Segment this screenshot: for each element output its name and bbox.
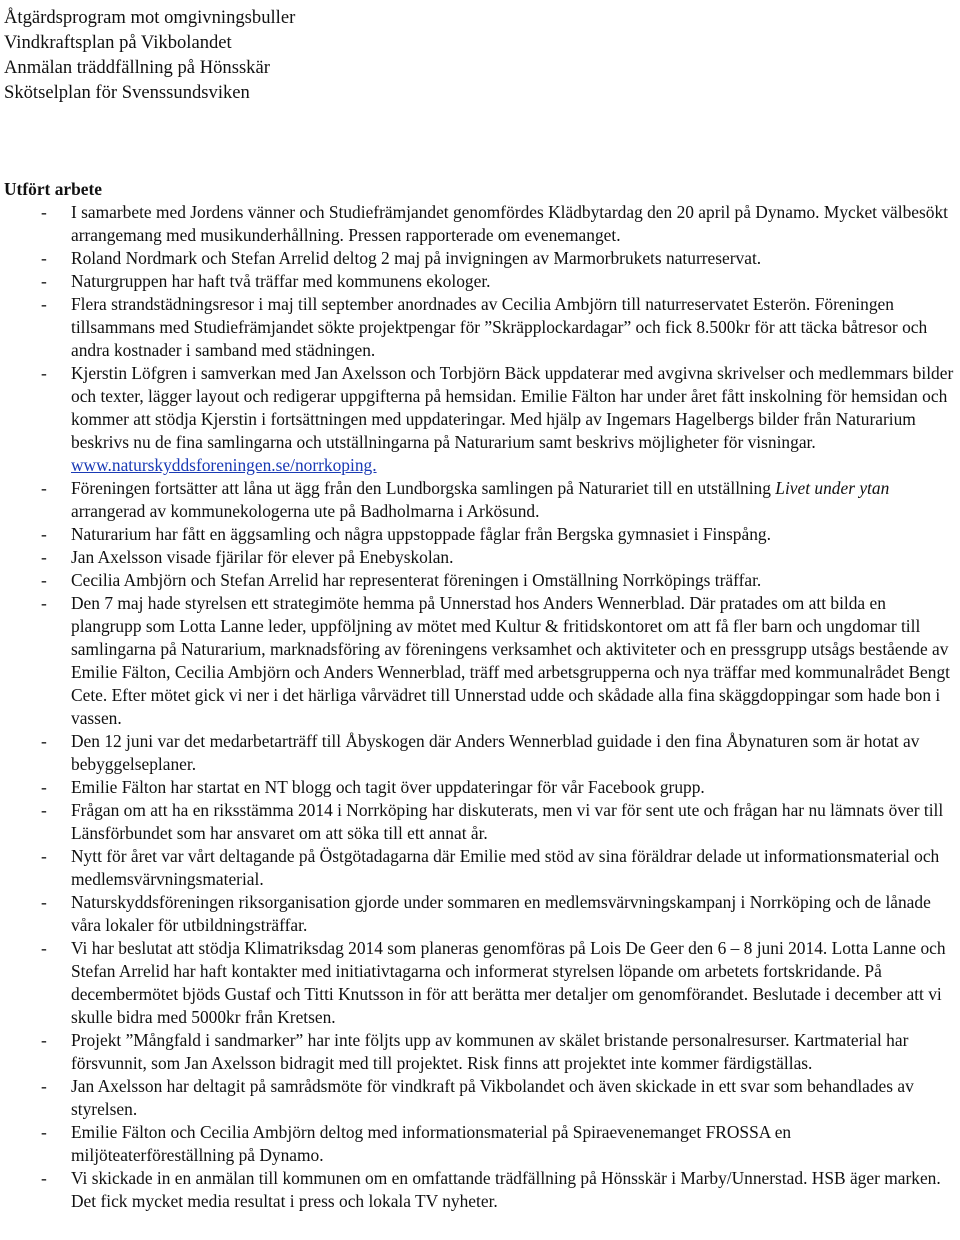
bullet-dash: - bbox=[41, 593, 47, 613]
bullet-dash: - bbox=[41, 777, 47, 797]
bullet-dash: - bbox=[41, 938, 47, 958]
bullet-dash: - bbox=[41, 570, 47, 590]
item-text: Föreningen fortsätter att låna ut ägg från den Lundborgska samlingen på Naturariet till en utställning bbox=[71, 478, 776, 498]
intro-list bbox=[4, 5, 954, 105]
list-item bbox=[4, 569, 954, 592]
list-item bbox=[4, 730, 954, 776]
list-item bbox=[4, 1121, 954, 1167]
item-text: Vi skickade in en anmälan till kommunen om en omfattande trädfällning på Hönsskär i Marby/Unnerstad. HSB äger marken. Det fick mycket media resultat i press och lokala TV nyheter. bbox=[71, 1168, 941, 1211]
list-item bbox=[4, 523, 954, 546]
bullet-dash: - bbox=[41, 547, 47, 567]
bullet-dash: - bbox=[41, 846, 47, 866]
work-items-list bbox=[4, 201, 954, 1213]
bullet-dash: - bbox=[41, 294, 47, 314]
item-text: Emilie Fälton och Cecilia Ambjörn deltog med informationsmaterial på Spiraevenemanget FROSSA en miljöteaterföreställning på Dynamo. bbox=[71, 1122, 792, 1165]
intro-line: Åtgärdsprogram mot omgivningsbuller bbox=[4, 7, 296, 28]
document-page bbox=[4, 5, 954, 1213]
list-item bbox=[4, 845, 954, 891]
item-text: Den 12 juni var det medarbetarträff till Åbyskogen där Anders Wennerblad guidade i den fina Åbynaturen som är hotat av bebyggelseplaner. bbox=[71, 731, 920, 774]
item-text: Vi har beslutat att stödja Klimatriksdag 2014 som planeras genomföras på Lois De Geer den 6 – 8 juni 2014. Lotta Lanne och Stefan Arrelid har haft kontakter med initiativtagarna och informerat styrelsen löpande om arbetets fortskridande. På decembermötet bjöds Gustaf och Titti Knutsson in för att berätta mer detaljer om genomförandet. Beslutade i december att vi skulle bidra med 5000kr från Kretsen. bbox=[71, 938, 946, 1027]
list-item bbox=[4, 362, 954, 477]
item-text: Cecilia Ambjörn och Stefan Arrelid har representerat föreningen i Omställning Norrköpings träffar. bbox=[71, 570, 762, 590]
intro-line: Vindkraftsplan på Vikbolandet bbox=[4, 32, 232, 53]
item-text: arrangerad av kommunekologerna ute på Badholmarna i Arkösund. bbox=[71, 501, 540, 521]
bullet-dash: - bbox=[41, 363, 47, 383]
item-text: Nytt för året var vårt deltagande på Östgötadagarna där Emilie med stöd av sina föräldrar delade ut informationsmaterial och medlemsvärvningsmaterial. bbox=[71, 846, 940, 889]
list-item bbox=[4, 1167, 954, 1213]
list-item bbox=[4, 270, 954, 293]
bullet-dash: - bbox=[41, 271, 47, 291]
item-text: Emilie Fälton har startat en NT blogg och tagit över uppdateringar för vår Facebook grupp. bbox=[71, 777, 705, 797]
exhibition-title: Livet under ytan bbox=[775, 478, 890, 498]
intro-line: Skötselplan för Svenssundsviken bbox=[4, 82, 250, 103]
item-text: Kjerstin Löfgren i samverkan med Jan Axelsson och Torbjörn Bäck uppdaterar med avgivna skrivelser och medlemmars bilder och texter, lägger layout och redigerar uppgifterna på hemsidan. Emilie Fälton har under året fått inskolning för hemsidan och kommer att stödja Kjerstin i fortsättningen med uppdateringar. Med hjälp av Ingemars Hagelbergs bilder från Naturarium beskrivs nu de fina samlingarna och utställningarna på Naturarium samt beskrivs möjligheter för visningar. bbox=[71, 363, 954, 452]
item-text: Projekt ”Mångfald i sandmarker” har inte följts upp av kommunen av skälet bristande personalresurser. Kartmaterial har försvunnit, som Jan Axelsson bidragit med till projektet. Risk finns att projektet inte kommer färdigställas. bbox=[71, 1030, 909, 1073]
section-heading: Utfört arbete bbox=[4, 179, 103, 199]
list-item bbox=[4, 247, 954, 270]
intro-line: Anmälan träddfällning på Hönsskär bbox=[4, 57, 270, 78]
bullet-dash: - bbox=[41, 524, 47, 544]
item-text: Frågan om att ha en riksstämma 2014 i Norrköping har diskuterats, men vi var för sent ute och frågan har nu lämnats över till Länsförbundet som har ansvaret om att söka till ett annat år. bbox=[71, 800, 944, 843]
bullet-dash: - bbox=[41, 1122, 47, 1142]
list-item bbox=[4, 1029, 954, 1075]
list-item bbox=[4, 937, 954, 1029]
list-item bbox=[4, 799, 954, 845]
item-text: Den 7 maj hade styrelsen ett strategimöte hemma på Unnerstad hos Anders Wennerblad. Där pratades om att bilda en plangrupp som Lotta Lanne leder, uppföljning av mötet med Kultur & fritidskontoret om att få fler barn och ungdomar till samlingarna på Naturarium, marknadsföring av föreningens verksamhet och aktiviteter och en pressgrupp utsågs bestående av Emilie Fälton, Cecilia Ambjörn och Anders Wennerblad, träff med arbetsgrupperna och nya träffar med kommunalrådet Bengt Cete. Efter mötet gick vi ner i det härliga vårvädret till Unnerstad udde och skådade alla fina skäggdoppingar som hade bon i vassen. bbox=[71, 593, 950, 728]
bullet-dash: - bbox=[41, 800, 47, 820]
item-text: I samarbete med Jordens vänner och Studiefrämjandet genomfördes Klädbytardag den 20 april på Dynamo. Mycket välbesökt arrangemang med musikunderhållning. Pressen rapporterade om evenemanget. bbox=[71, 202, 948, 245]
list-item bbox=[4, 891, 954, 937]
item-text: Jan Axelsson visade fjärilar för elever på Enebyskolan. bbox=[71, 547, 454, 567]
bullet-dash: - bbox=[41, 731, 47, 751]
list-item bbox=[4, 201, 954, 247]
bullet-dash: - bbox=[41, 202, 47, 222]
bullet-dash: - bbox=[41, 478, 47, 498]
item-text: Roland Nordmark och Stefan Arrelid deltog 2 maj på invigningen av Marmorbrukets naturreservat. bbox=[71, 248, 762, 268]
list-item bbox=[4, 592, 954, 730]
list-item bbox=[4, 1075, 954, 1121]
website-link[interactable]: www.naturskyddsforeningen.se/norrkoping. bbox=[71, 455, 377, 475]
bullet-dash: - bbox=[41, 1030, 47, 1050]
bullet-dash: - bbox=[41, 892, 47, 912]
item-text: Naturgruppen har haft två träffar med kommunens ekologer. bbox=[71, 271, 491, 291]
bullet-dash: - bbox=[41, 1076, 47, 1096]
bullet-dash: - bbox=[41, 1168, 47, 1188]
item-text: Flera strandstädningsresor i maj till september anordnades av Cecilia Ambjörn till naturreservatet Esterön. Föreningen tillsammans med Studiefrämjandet sökte projektpengar för ”Skräpplockardagar” och fick 8.500kr för att täcka båtresor och andra kostnader i samband med städningen. bbox=[71, 294, 928, 360]
item-text: Jan Axelsson har deltagit på samrådsmöte för vindkraft på Vikbolandet och även skickade in ett svar som behandlades av styrelsen. bbox=[71, 1076, 914, 1119]
bullet-dash: - bbox=[41, 248, 47, 268]
list-item bbox=[4, 776, 954, 799]
list-item bbox=[4, 546, 954, 569]
list-item bbox=[4, 477, 954, 523]
item-text: Naturskyddsföreningen riksorganisation gjorde under sommaren en medlemsvärvningskampanj i Norrköping och de lånade våra lokaler för utbildningsträffar. bbox=[71, 892, 931, 935]
list-item bbox=[4, 293, 954, 362]
item-text: Naturarium har fått en äggsamling och några uppstoppade fåglar från Bergska gymnasiet i Finspång. bbox=[71, 524, 771, 544]
